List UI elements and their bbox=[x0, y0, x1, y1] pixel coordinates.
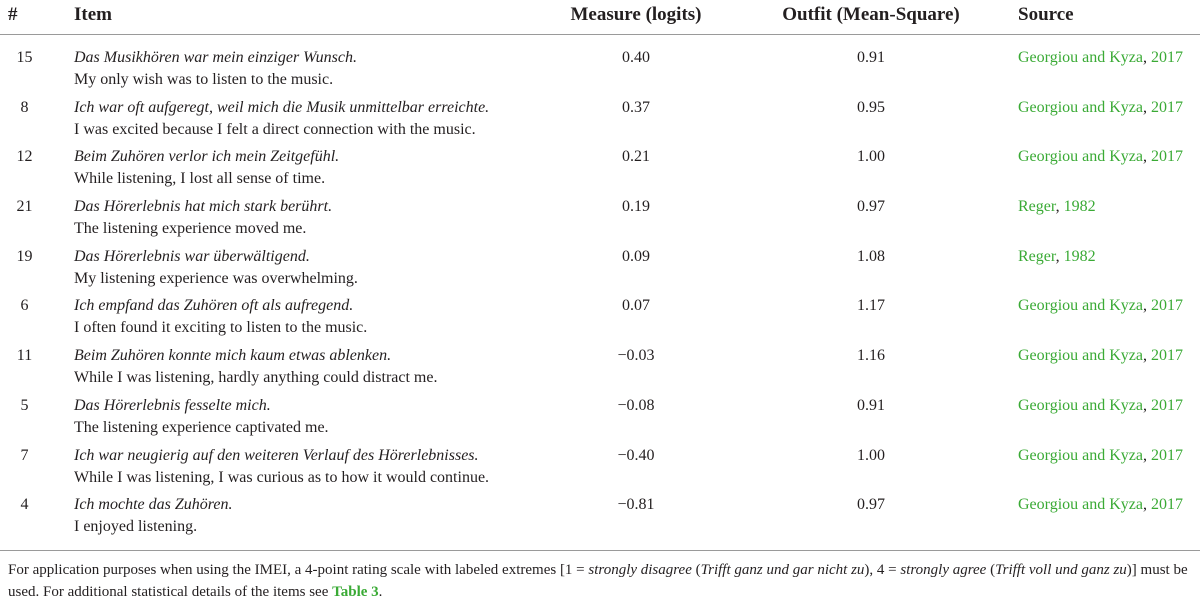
item-english: While I was listening, I was curious as to how it would continue. bbox=[74, 468, 490, 486]
row-num: 4 bbox=[20, 496, 29, 514]
source-separator: , bbox=[1143, 98, 1151, 116]
row-source bbox=[1006, 246, 1200, 296]
source-separator: , bbox=[1143, 148, 1151, 166]
row-num: 11 bbox=[16, 347, 33, 365]
item-german: Ich war neugierig auf den weiteren Verlauf des Hörerlebnisses. bbox=[74, 446, 479, 464]
row-source bbox=[1006, 35, 1200, 97]
row-outfit: 1.17 bbox=[857, 297, 885, 315]
item-german: Das Hörerlebnis hat mich stark berührt. bbox=[74, 198, 333, 216]
row-outfit: 0.91 bbox=[857, 396, 885, 414]
source-separator: , bbox=[1143, 297, 1151, 315]
header-num: # bbox=[0, 0, 63, 35]
item-german: Das Hörerlebnis war überwältigend. bbox=[74, 247, 310, 265]
item-english: My listening experience was overwhelming. bbox=[74, 269, 358, 287]
source-year-link[interactable]: 2017 bbox=[1151, 98, 1183, 116]
row-item bbox=[63, 196, 536, 246]
item-english: My only wish was to listen to the music. bbox=[74, 71, 334, 88]
source-separator: , bbox=[1143, 396, 1151, 414]
row-item bbox=[63, 395, 536, 445]
row-item bbox=[63, 246, 536, 296]
source-author-link[interactable]: Georgiou and Kyza bbox=[1018, 446, 1143, 464]
row-item bbox=[63, 494, 536, 544]
footnote-text: )] must be used. For additional statistical details of the items see bbox=[8, 561, 1188, 600]
row-outfit: 1.00 bbox=[857, 446, 885, 464]
row-source bbox=[1006, 295, 1200, 345]
row-source bbox=[1006, 97, 1200, 147]
row-outfit: 1.16 bbox=[857, 347, 885, 365]
row-num: 7 bbox=[20, 446, 29, 464]
row-source bbox=[1006, 345, 1200, 395]
table-row bbox=[0, 146, 1200, 196]
row-outfit: 0.97 bbox=[857, 496, 885, 514]
item-english: I was excited because I felt a direct connection with the music. bbox=[74, 120, 476, 138]
table-row bbox=[0, 35, 1200, 97]
item-german: Das Hörerlebnis fesselte mich. bbox=[74, 396, 271, 414]
header-row bbox=[0, 0, 1200, 35]
source-year-link[interactable]: 2017 bbox=[1151, 446, 1183, 464]
row-measure: 0.07 bbox=[622, 297, 650, 315]
item-english: The listening experience moved me. bbox=[74, 220, 307, 238]
source-author-link[interactable]: Georgiou and Kyza bbox=[1018, 496, 1143, 514]
table-body bbox=[0, 35, 1200, 544]
source-author-link[interactable]: Georgiou and Kyza bbox=[1018, 396, 1143, 414]
item-english: While listening, I lost all sense of time. bbox=[74, 170, 326, 188]
row-item bbox=[63, 345, 536, 395]
header-source: Source bbox=[1006, 0, 1200, 35]
table-row bbox=[0, 445, 1200, 495]
table-row bbox=[0, 97, 1200, 147]
row-source bbox=[1006, 395, 1200, 445]
source-year-link[interactable]: 1982 bbox=[1063, 247, 1096, 265]
source-separator: , bbox=[1143, 347, 1151, 365]
row-item bbox=[63, 35, 536, 97]
table-row bbox=[0, 196, 1200, 246]
row-num: 6 bbox=[20, 297, 29, 315]
footnote-emphasis: strongly disagree bbox=[588, 561, 692, 578]
row-outfit: 1.00 bbox=[857, 148, 885, 166]
row-measure: −0.08 bbox=[617, 396, 655, 414]
table-row bbox=[0, 395, 1200, 445]
row-measure: −0.03 bbox=[617, 347, 655, 365]
row-num: 12 bbox=[16, 148, 33, 166]
row-outfit: 1.08 bbox=[857, 247, 885, 265]
row-item bbox=[63, 295, 536, 345]
footnote-text: ), 4 = bbox=[864, 561, 901, 578]
row-num: 19 bbox=[16, 247, 33, 265]
item-german: Ich empfand das Zuhören oft als aufregend. bbox=[74, 297, 354, 315]
source-author-link[interactable]: Georgiou and Kyza bbox=[1018, 49, 1143, 66]
row-measure: 0.37 bbox=[622, 98, 650, 116]
footnote-text: . bbox=[378, 583, 383, 600]
row-num: 15 bbox=[16, 49, 33, 66]
header-item: Item bbox=[63, 0, 536, 35]
table-3-link[interactable]: Table 3 bbox=[332, 583, 379, 600]
header-outfit: Outfit (Mean-Square) bbox=[736, 0, 1006, 35]
item-german: Ich mochte das Zuhören. bbox=[74, 496, 233, 514]
source-author-link[interactable]: Georgiou and Kyza bbox=[1018, 98, 1143, 116]
source-author-link[interactable]: Georgiou and Kyza bbox=[1018, 297, 1143, 315]
row-num: 8 bbox=[20, 98, 29, 116]
footnote-text: ( bbox=[986, 561, 996, 578]
source-author-link[interactable]: Georgiou and Kyza bbox=[1018, 347, 1143, 365]
row-source bbox=[1006, 445, 1200, 495]
footnote-emphasis: strongly agree bbox=[900, 561, 987, 578]
source-year-link[interactable]: 2017 bbox=[1151, 347, 1183, 365]
source-year-link[interactable]: 1982 bbox=[1063, 198, 1096, 216]
item-german: Ich war oft aufgeregt, weil mich die Musik unmittelbar erreichte. bbox=[74, 98, 490, 116]
row-measure: −0.81 bbox=[617, 496, 655, 514]
row-num: 5 bbox=[20, 396, 29, 414]
source-year-link[interactable]: 2017 bbox=[1151, 49, 1183, 66]
source-author-link[interactable]: Reger bbox=[1018, 198, 1056, 216]
source-separator: , bbox=[1143, 49, 1151, 66]
source-separator: , bbox=[1055, 247, 1064, 265]
item-german: Das Musikhören war mein einziger Wunsch. bbox=[74, 49, 357, 66]
row-source bbox=[1006, 196, 1200, 246]
footnote-emphasis: Trifft ganz und gar nicht zu bbox=[700, 561, 865, 578]
source-year-link[interactable]: 2017 bbox=[1151, 148, 1183, 166]
source-author-link[interactable]: Georgiou and Kyza bbox=[1018, 148, 1143, 166]
table-row bbox=[0, 494, 1200, 544]
item-english: The listening experience captivated me. bbox=[74, 418, 329, 436]
row-measure: 0.19 bbox=[622, 198, 650, 216]
row-source bbox=[1006, 494, 1200, 544]
table-row bbox=[0, 345, 1200, 395]
source-year-link[interactable]: 2017 bbox=[1151, 496, 1183, 514]
header-measure: Measure (logits) bbox=[536, 0, 736, 35]
row-outfit: 0.97 bbox=[857, 198, 885, 216]
source-author-link[interactable]: Reger bbox=[1018, 247, 1056, 265]
row-outfit: 0.95 bbox=[857, 98, 885, 116]
source-year-link[interactable]: 2017 bbox=[1151, 396, 1183, 414]
row-item bbox=[63, 97, 536, 147]
table-footnote bbox=[0, 550, 1200, 603]
source-year-link[interactable]: 2017 bbox=[1151, 297, 1183, 315]
footnote-text: For application purposes when using the IMEI, a 4-point rating scale with labeled extremes [1 = bbox=[8, 561, 589, 578]
row-item bbox=[63, 146, 536, 196]
source-separator: , bbox=[1143, 446, 1151, 464]
item-english: I enjoyed listening. bbox=[74, 518, 198, 536]
item-english: I often found it exciting to listen to the music. bbox=[74, 319, 368, 337]
row-measure: −0.40 bbox=[617, 446, 655, 464]
table-header bbox=[0, 0, 1200, 35]
footnote-emphasis: Trifft voll und ganz zu bbox=[995, 561, 1127, 578]
row-source bbox=[1006, 146, 1200, 196]
row-outfit: 0.91 bbox=[857, 49, 885, 66]
item-german: Beim Zuhören verlor ich mein Zeitgefühl. bbox=[74, 148, 340, 166]
table-row bbox=[0, 295, 1200, 345]
footnote-text: ( bbox=[691, 561, 701, 578]
table-row bbox=[0, 246, 1200, 296]
source-separator: , bbox=[1143, 496, 1151, 514]
row-measure: 0.09 bbox=[622, 247, 650, 265]
row-num: 21 bbox=[16, 198, 33, 216]
row-measure: 0.40 bbox=[622, 49, 650, 66]
item-english: While I was listening, hardly anything could distract me. bbox=[74, 369, 438, 387]
row-measure: 0.21 bbox=[622, 148, 650, 166]
item-german: Beim Zuhören konnte mich kaum etwas ablenken. bbox=[74, 347, 392, 365]
source-separator: , bbox=[1055, 198, 1064, 216]
row-item bbox=[63, 445, 536, 495]
